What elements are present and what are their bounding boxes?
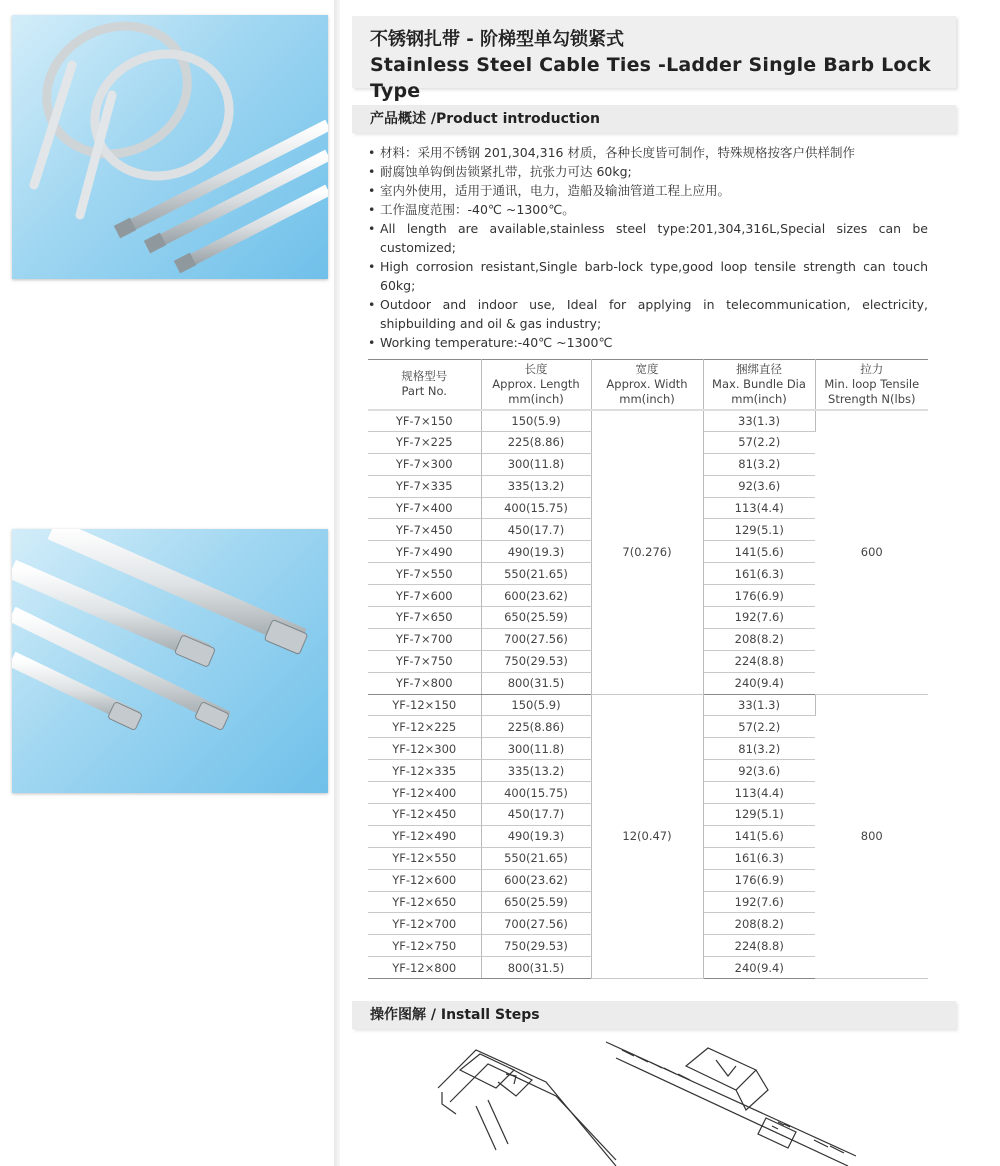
- cell-length: 600(23.62): [481, 585, 591, 607]
- feature-item: • 室内外使用，适用于通讯，电力，造船及输油管道工程上应用。: [368, 181, 928, 200]
- cell-length: 450(17.7): [481, 804, 591, 826]
- cell-length: 150(5.9): [481, 410, 591, 432]
- cell-bundle-dia: 92(3.6): [703, 475, 815, 497]
- cell-length: 335(13.2): [481, 760, 591, 782]
- feature-item: • Outdoor and indoor use, Ideal for applying in telecommunication, electricity, shipbuilding and oil & gas industry;: [368, 295, 928, 333]
- feature-list: [368, 143, 928, 352]
- cell-part-no: YF-12×225: [368, 716, 481, 738]
- cell-bundle-dia: 141(5.6): [703, 825, 815, 847]
- cell-bundle-dia: 224(8.8): [703, 650, 815, 672]
- cell-length: 300(11.8): [481, 453, 591, 475]
- cell-length: 750(29.53): [481, 935, 591, 957]
- cell-length: 490(19.3): [481, 825, 591, 847]
- cell-bundle-dia: 141(5.6): [703, 541, 815, 563]
- cell-length: 550(21.65): [481, 563, 591, 585]
- cell-bundle-dia: 192(7.6): [703, 607, 815, 629]
- cell-length: 400(15.75): [481, 782, 591, 804]
- cell-length: 650(25.59): [481, 607, 591, 629]
- left-image-column: [0, 0, 334, 1166]
- cell-part-no: YF-12×150: [368, 694, 481, 716]
- install-diagram: [436, 1040, 856, 1166]
- cell-part-no: YF-7×490: [368, 541, 481, 563]
- cell-length: 700(27.56): [481, 913, 591, 935]
- cell-bundle-dia: 81(3.2): [703, 738, 815, 760]
- cell-length: 300(11.8): [481, 738, 591, 760]
- cell-tensile: 800: [815, 694, 928, 979]
- cell-bundle-dia: 161(6.3): [703, 847, 815, 869]
- cell-part-no: YF-7×550: [368, 563, 481, 585]
- cell-part-no: YF-7×750: [368, 650, 481, 672]
- cell-part-no: YF-12×550: [368, 847, 481, 869]
- feature-item: • 材料：采用不锈钢 201,304,316 材质，各种长度皆可制作，特殊规格按客户供样制作: [368, 143, 928, 162]
- cell-part-no: YF-7×400: [368, 497, 481, 519]
- cell-part-no: YF-12×650: [368, 891, 481, 913]
- cell-part-no: YF-7×800: [368, 672, 481, 694]
- cell-bundle-dia: 176(6.9): [703, 585, 815, 607]
- cell-bundle-dia: 57(2.2): [703, 716, 815, 738]
- header-part-no: 规格型号 Part No.: [368, 360, 481, 410]
- cell-bundle-dia: 129(5.1): [703, 519, 815, 541]
- cell-part-no: YF-7×225: [368, 431, 481, 453]
- title-panel: [352, 16, 956, 102]
- cell-bundle-dia: 176(6.9): [703, 869, 815, 891]
- feature-item: • 耐腐蚀单钩倒齿锁紧扎带，抗张力可达 60kg;: [368, 162, 928, 181]
- table-row: [368, 410, 928, 432]
- section-heading-intro: 产品概述 /Product introduction: [352, 105, 956, 133]
- cell-bundle-dia: 33(1.3): [703, 410, 815, 432]
- cell-part-no: YF-7×700: [368, 628, 481, 650]
- product-photo-coiled: [12, 15, 328, 279]
- cell-length: 400(15.75): [481, 497, 591, 519]
- cell-part-no: YF-12×490: [368, 825, 481, 847]
- feature-item: • High corrosion resistant,Single barb-lock type,good loop tensile strength can touch 60kg;: [368, 257, 928, 295]
- cell-part-no: YF-12×300: [368, 738, 481, 760]
- cell-part-no: YF-7×650: [368, 607, 481, 629]
- cell-length: 225(8.86): [481, 431, 591, 453]
- cell-width: 7(0.276): [591, 410, 703, 695]
- header-bundle-dia: 捆绑直径 Max. Bundle Dia mm(inch): [703, 360, 815, 410]
- cell-length: 490(19.3): [481, 541, 591, 563]
- cell-part-no: YF-12×400: [368, 782, 481, 804]
- cell-part-no: YF-7×300: [368, 453, 481, 475]
- cell-bundle-dia: 161(6.3): [703, 563, 815, 585]
- cell-part-no: YF-7×600: [368, 585, 481, 607]
- cell-part-no: YF-12×335: [368, 760, 481, 782]
- cell-length: 335(13.2): [481, 475, 591, 497]
- header-length: 长度 Approx. Length mm(inch): [481, 360, 591, 410]
- cell-length: 225(8.86): [481, 716, 591, 738]
- cell-part-no: YF-12×700: [368, 913, 481, 935]
- product-photo-closeup: [12, 529, 328, 793]
- cell-length: 800(31.5): [481, 957, 591, 979]
- spec-table: [368, 359, 928, 979]
- table-row: [368, 694, 928, 716]
- cell-length: 750(29.53): [481, 650, 591, 672]
- cell-part-no: YF-7×450: [368, 519, 481, 541]
- cell-part-no: YF-12×800: [368, 957, 481, 979]
- cell-bundle-dia: 224(8.8): [703, 935, 815, 957]
- cell-part-no: YF-12×750: [368, 935, 481, 957]
- cell-part-no: YF-12×600: [368, 869, 481, 891]
- cell-length: 800(31.5): [481, 672, 591, 694]
- cell-length: 550(21.65): [481, 847, 591, 869]
- section-heading-install: 操作图解 / Install Steps: [352, 1001, 956, 1029]
- cell-bundle-dia: 81(3.2): [703, 453, 815, 475]
- cell-bundle-dia: 57(2.2): [703, 431, 815, 453]
- cell-length: 450(17.7): [481, 519, 591, 541]
- header-width: 宽度 Approx. Width mm(inch): [591, 360, 703, 410]
- column-divider: [334, 0, 340, 1166]
- cell-bundle-dia: 113(4.4): [703, 497, 815, 519]
- feature-item: • Working temperature:-40℃ ~1300℃: [368, 333, 928, 352]
- cell-bundle-dia: 208(8.2): [703, 913, 815, 935]
- cell-tensile: 600: [815, 410, 928, 695]
- cell-part-no: YF-7×150: [368, 410, 481, 432]
- cell-bundle-dia: 33(1.3): [703, 694, 815, 716]
- cell-bundle-dia: 240(9.4): [703, 957, 815, 979]
- cell-length: 700(27.56): [481, 628, 591, 650]
- cell-bundle-dia: 240(9.4): [703, 672, 815, 694]
- header-tensile: 拉力 Min. loop Tensile Strength N(lbs): [815, 360, 928, 410]
- cell-width: 12(0.47): [591, 694, 703, 979]
- cell-length: 650(25.59): [481, 891, 591, 913]
- cell-part-no: YF-12×450: [368, 804, 481, 826]
- cell-bundle-dia: 208(8.2): [703, 628, 815, 650]
- feature-item: • 工作温度范围：-40℃ ~1300℃。: [368, 200, 928, 219]
- cell-length: 150(5.9): [481, 694, 591, 716]
- table-header-row: [368, 360, 928, 410]
- feature-item: • All length are available,stainless steel type:201,304,316L,Special sizes can be customized;: [368, 219, 928, 257]
- cell-bundle-dia: 129(5.1): [703, 804, 815, 826]
- title-chinese: 不锈钢扎带 - 阶梯型单勾锁紧式: [370, 29, 625, 50]
- title-english: Stainless Steel Cable Ties -Ladder Single Barb Lock Type: [370, 54, 931, 102]
- cell-bundle-dia: 92(3.6): [703, 760, 815, 782]
- cell-part-no: YF-7×335: [368, 475, 481, 497]
- cell-length: 600(23.62): [481, 869, 591, 891]
- cell-bundle-dia: 113(4.4): [703, 782, 815, 804]
- spec-table-body: [368, 410, 928, 979]
- cell-bundle-dia: 192(7.6): [703, 891, 815, 913]
